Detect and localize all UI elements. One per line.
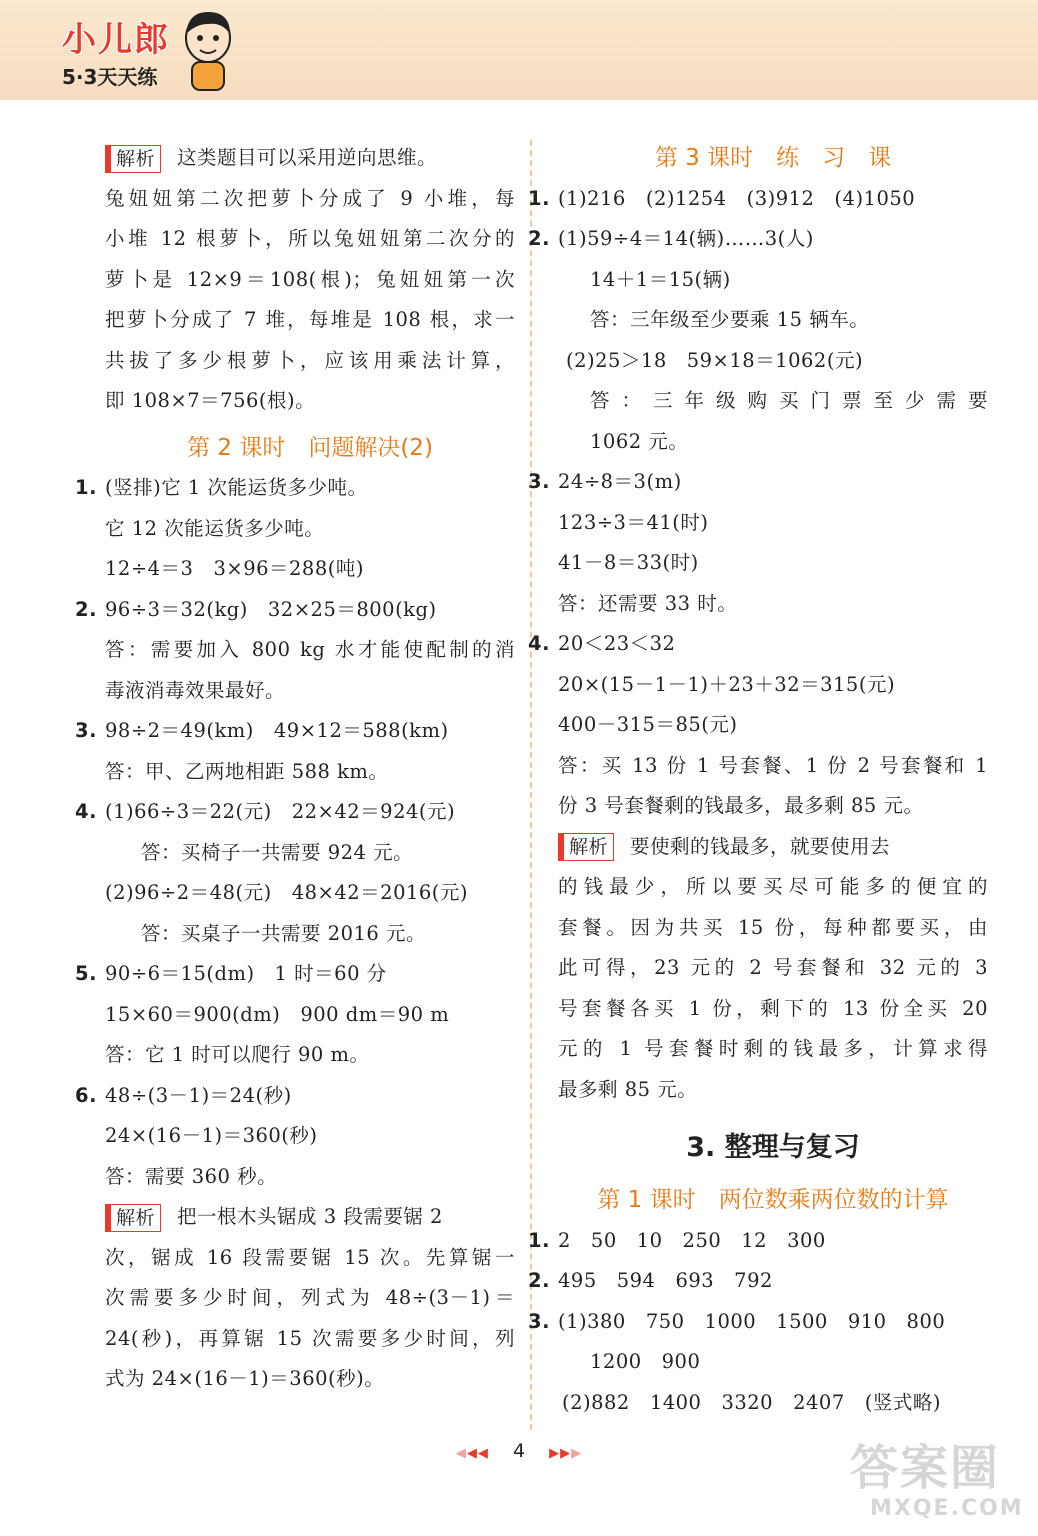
answer-line: 份 3 号套餐剩的钱最多，最多剩 85 元。 (558, 794, 924, 817)
answer-item-2 (528, 1261, 988, 1302)
item-number: 6. (75, 1083, 97, 1107)
analysis-text: 套餐。因为共买 15 份，每种都要买，由 (558, 915, 988, 939)
analysis-text: 此可得，23 元的 2 号套餐和 32 元的 3 (558, 956, 988, 979)
answer-line: (1)380 750 1000 1500 910 800 (558, 1309, 946, 1333)
answer-line: 123÷3＝41(时) (558, 510, 709, 534)
answer-line: 20＜23＜32 (558, 632, 676, 655)
answer-line: 答：还需要 33 时。 (558, 591, 738, 615)
analysis-text: 最多剩 85 元。 (558, 1077, 698, 1101)
answer-item-1 (528, 179, 988, 220)
lesson-title: 第 1 课时 两位数乘两位数的计算 (597, 1187, 949, 1213)
answer-line: 答：买椅子一共需要 924 元。 (141, 840, 414, 864)
answer-line: 答：三年级至少要乘 15 辆车。 (590, 308, 870, 331)
mascot-boy-icon (178, 8, 238, 92)
item-number: 2. (528, 1269, 550, 1292)
page-number: 4 (512, 1440, 526, 1462)
answer-item-4 (75, 792, 515, 954)
series-name: 5·3天天练 (62, 65, 158, 89)
analysis-tag: 解析 (105, 145, 161, 173)
analysis-block-3 (558, 827, 988, 1111)
answer-line: (2)96÷2＝48(元) 48×42＝2016(元) (105, 881, 469, 904)
answer-line: (2)882 1400 3320 2407 (竖式略) (562, 1390, 941, 1414)
item-number: 4. (75, 800, 97, 823)
answer-line: (1)59÷4＝14(辆)……3(人) (558, 227, 814, 250)
analysis-text: 次需要多少时间，列式为 48÷(3－1)＝ (105, 1286, 515, 1309)
answer-line: 1062 元。 (590, 429, 689, 453)
item-number: 3. (75, 719, 97, 742)
answer-line: (2)25＞18 59×18＝1062(元) (566, 348, 864, 372)
lesson-title: 第 3 课时 练 习 课 (654, 145, 892, 171)
answer-line: 毒液消毒效果最好。 (105, 678, 286, 702)
answer-item-3 (75, 711, 515, 792)
answer-item-1 (75, 468, 515, 590)
brand-logo (62, 12, 170, 90)
answer-line: 答：需要加入 800 kg 水才能使配制的消 (105, 638, 515, 661)
analysis-text: 号套餐各买 1 份，剩下的 13 份全买 20 (558, 996, 988, 1020)
item-number: 3. (528, 470, 550, 493)
analysis-text: 把萝卜分成了 7 堆，每堆是 108 根，求一 (105, 308, 515, 331)
item-number: 5. (75, 962, 97, 985)
answer-line: 90÷6＝15(dm) 1 时＝60 分 (105, 962, 387, 985)
answer-item-2 (75, 590, 515, 712)
item-number: 2. (75, 597, 97, 621)
answer-line: 400－315＝85(元) (558, 713, 738, 736)
unit-title: 3. 整理与复习 (686, 1132, 860, 1163)
answer-item-5 (75, 954, 515, 1076)
item-number: 3. (528, 1309, 550, 1333)
item-number: 1. (528, 1228, 550, 1252)
analysis-text: 的钱最少，所以要买尽可能多的便宜的 (558, 875, 988, 898)
right-column (528, 138, 988, 1423)
lesson-title: 第 2 课时 问题解决(2) (187, 434, 433, 461)
analysis-text: 要使剩的钱最多，就要使用去 (630, 834, 891, 858)
answer-item-6 (75, 1076, 515, 1198)
answer-line: 14＋1＝15(辆) (590, 267, 731, 291)
item-number: 1. (75, 476, 97, 499)
next-arrows-icon: ▶▶▶ (549, 1446, 583, 1461)
analysis-text: 式为 24×(16－1)＝360(秒)。 (105, 1367, 385, 1390)
watermark-url: MXQE.COM (870, 1496, 1024, 1521)
analysis-tag: 解析 (558, 833, 614, 861)
analysis-text: 次，锯成 16 段需要锯 15 次。先算锯一 (105, 1245, 515, 1269)
answer-line: 20×(15－1－1)＋23＋32＝315(元) (558, 672, 896, 696)
answer-line: 答：需要 360 秒。 (105, 1164, 278, 1188)
answer-item-3 (528, 462, 988, 624)
answer-line: 答：买桌子一共需要 2016 元。 (141, 921, 427, 945)
item-number: 2. (528, 227, 550, 250)
analysis-text: 即 108×7＝756(根)。 (105, 389, 316, 412)
answer-line: 答：三年级购买门票至少需要 (590, 389, 988, 412)
left-column (75, 138, 515, 1400)
answer-line: 答：它 1 时可以爬行 90 m。 (105, 1043, 370, 1066)
item-number: 1. (528, 186, 550, 210)
answer-line: 41－8＝33(时) (558, 551, 699, 574)
answer-line: 98÷2＝49(km) 49×12＝588(km) (105, 719, 449, 742)
answer-item-3 (528, 1302, 988, 1424)
analysis-text: 共拔了多少根萝卜，应该用乘法计算， (105, 348, 515, 372)
answer-item-2 (528, 219, 988, 462)
watermark (850, 1440, 1024, 1521)
answer-line: 12÷4＝3 3×96＝288(吨) (105, 557, 364, 580)
analysis-block-2 (105, 1197, 515, 1400)
answer-line: 24÷8＝3(m) (558, 470, 682, 493)
prev-arrows-icon: ◀◀◀ (455, 1446, 489, 1461)
watermark-text: 答案圈 (850, 1440, 1001, 1496)
header-bar (0, 0, 1038, 100)
answer-line: 它 12 次能运货多少吨。 (105, 516, 325, 540)
analysis-text: 兔妞妞第二次把萝卜分成了 9 小堆，每 (105, 186, 515, 210)
answer-line: (竖排)它 1 次能运货多少吨。 (105, 476, 368, 499)
analysis-tag: 解析 (105, 1204, 161, 1232)
answer-line: 96÷3＝32(kg) 32×25＝800(kg) (105, 597, 437, 621)
answer-line: (1)216 (2)1254 (3)912 (4)1050 (558, 186, 916, 210)
answer-line: 答：买 13 份 1 号套餐、1 份 2 号套餐和 1 (558, 753, 988, 777)
answer-line: 15×60＝900(dm) 900 dm＝90 m (105, 1002, 450, 1026)
answer-line: 495 594 693 792 (558, 1269, 773, 1292)
answer-item-4 (528, 624, 988, 827)
answer-line: 48÷(3－1)＝24(秒) (105, 1083, 292, 1107)
analysis-text: 元的 1 号套餐时剩的钱最多，计算求得 (558, 1037, 988, 1060)
brand-name: 小儿郎 (62, 20, 170, 60)
analysis-text: 这类题目可以采用逆向思维。 (177, 146, 438, 169)
analysis-text: 把一根木头锯成 3 段需要锯 2 (177, 1205, 443, 1228)
answer-item-1 (528, 1221, 988, 1262)
answer-line: 24×(16－1)＝360(秒) (105, 1124, 318, 1147)
analysis-text: 小堆 12 根萝卜，所以兔妞妞第二次分的 (105, 227, 515, 250)
answer-line: (1)66÷3＝22(元) 22×42＝924(元) (105, 800, 456, 823)
analysis-text: 24(秒)，再算锯 15 次需要多少时间，列 (105, 1326, 515, 1350)
analysis-text: 萝卜是 12×9＝108(根)；兔妞妞第一次 (105, 267, 515, 291)
item-number: 4. (528, 632, 550, 655)
analysis-block-1 (105, 138, 515, 422)
answer-line: 1200 900 (590, 1350, 701, 1373)
answer-line: 2 50 10 250 12 300 (558, 1228, 826, 1252)
answer-line: 答：甲、乙两地相距 588 km。 (105, 759, 389, 783)
